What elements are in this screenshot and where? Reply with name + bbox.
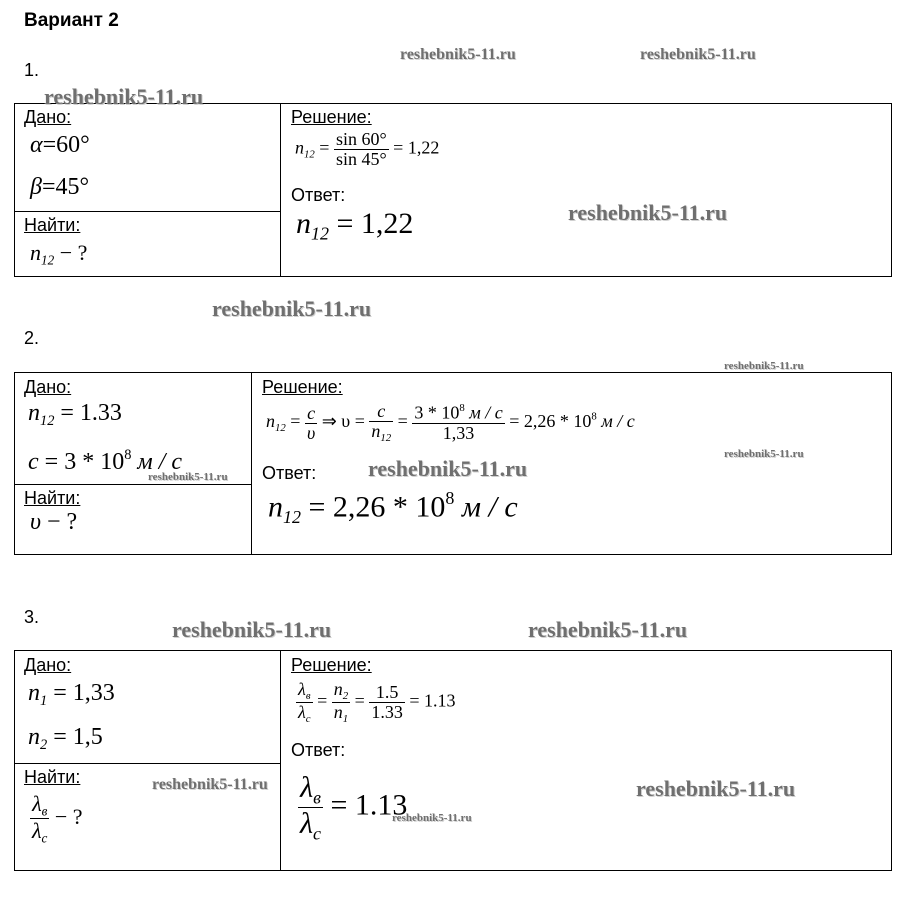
watermark: reshebnik5-11.ru (172, 617, 332, 642)
problem-1-find-expression: $n_{12}$ − ? (30, 240, 88, 268)
problem-3-solution-formula: $\frac{\lambda_в}{\lambda_с}$ = $\frac{n_2}{n_1}$ = $\frac{1.5}{1.33}$ = 1.13 (298, 679, 456, 725)
problem-1-given-beta: β=45° (30, 174, 90, 200)
problem-3-given-label: Дано: (24, 655, 72, 675)
problem-2-find-label: Найти: (24, 488, 81, 508)
watermark: reshebnik5-11.ru (44, 84, 204, 109)
watermark: reshebnik5-11.ru (152, 776, 268, 793)
problem-2-divider (251, 372, 252, 555)
watermark: reshebnik5-11.ru (724, 360, 804, 372)
problem-1-answer-expression: $n_{12} = 1,22$ (296, 207, 414, 244)
watermark: reshebnik5-11.ru (528, 617, 688, 642)
problem-3-given-n1: $n_1 = 1,33$ (28, 680, 115, 710)
watermark: reshebnik5-11.ru (568, 200, 728, 225)
problem-1-find-label: Найти: (24, 215, 81, 235)
watermark: reshebnik5-11.ru (636, 776, 796, 801)
problem-2-given-label: Дано: (24, 377, 72, 397)
problem-1-number: 1. (24, 60, 40, 80)
watermark: reshebnik5-11.ru (400, 46, 516, 63)
watermark: reshebnik5-11.ru (148, 471, 228, 483)
problem-3-find-divider (14, 763, 280, 764)
page-title: Вариант 2 (24, 10, 119, 31)
problem-3-answer-expression: $\frac{\lambda_в}{\lambda_с}$ = 1.13 (300, 771, 408, 844)
problem-1-answer-label: Ответ: (291, 185, 346, 205)
problem-2-answer-expression: $n_{12} = 2,26 * 10^8$ м / с (268, 488, 518, 527)
watermark: reshebnik5-11.ru (212, 296, 372, 321)
problem-2-solution-formula: $n_{12}$ = $\frac{c}{\upsilon}$ ⇒ υ = $\frac{c}{n_{12}}$ = $\frac{3 * 10^8 м / с}{1,33}$ = $2,26 * 10^8$ м / с (266, 401, 635, 444)
watermark: reshebnik5-11.ru (392, 812, 472, 824)
problem-2-find-expression: υ − ? (30, 509, 78, 535)
problem-2-number: 2. (24, 328, 40, 348)
problem-2-find-divider (14, 484, 251, 485)
problem-3-find-label: Найти: (24, 767, 81, 787)
problem-1-divider (280, 103, 281, 277)
problem-2-given-n12: $n_{12} = 1.33$ (28, 400, 122, 430)
problem-2-solution-label: Решение: (262, 377, 343, 397)
watermark: reshebnik5-11.ru (640, 46, 756, 63)
watermark: reshebnik5-11.ru (368, 456, 528, 481)
problem-1-find-divider (14, 211, 280, 212)
problem-3-divider (280, 650, 281, 871)
problem-3-solution-label: Решение: (291, 655, 372, 675)
problem-3-given-n2: $n_2 = 1,5$ (28, 724, 103, 754)
problem-1-solution-label: Решение: (291, 107, 372, 127)
problem-1-given-label: Дано: (24, 107, 72, 127)
problem-1-solution-formula: $n_{12}$ = $\frac{\sin 60^\circ}{\sin 45^\circ}$ = 1,22 (295, 129, 440, 169)
problem-2-answer-label: Ответ: (262, 463, 317, 483)
problem-3-find-expression: $\frac{\lambda_в}{\lambda_с}$ − ? (32, 791, 83, 847)
watermark: reshebnik5-11.ru (724, 448, 804, 460)
problem-1-table (14, 103, 892, 277)
problem-3-answer-label: Ответ: (291, 740, 346, 760)
problem-1-given-alpha: α=60° (30, 132, 90, 158)
problem-3-number: 3. (24, 607, 40, 627)
problem-2-given-c: $c = 3 * 10^8$ м / с (28, 447, 183, 476)
